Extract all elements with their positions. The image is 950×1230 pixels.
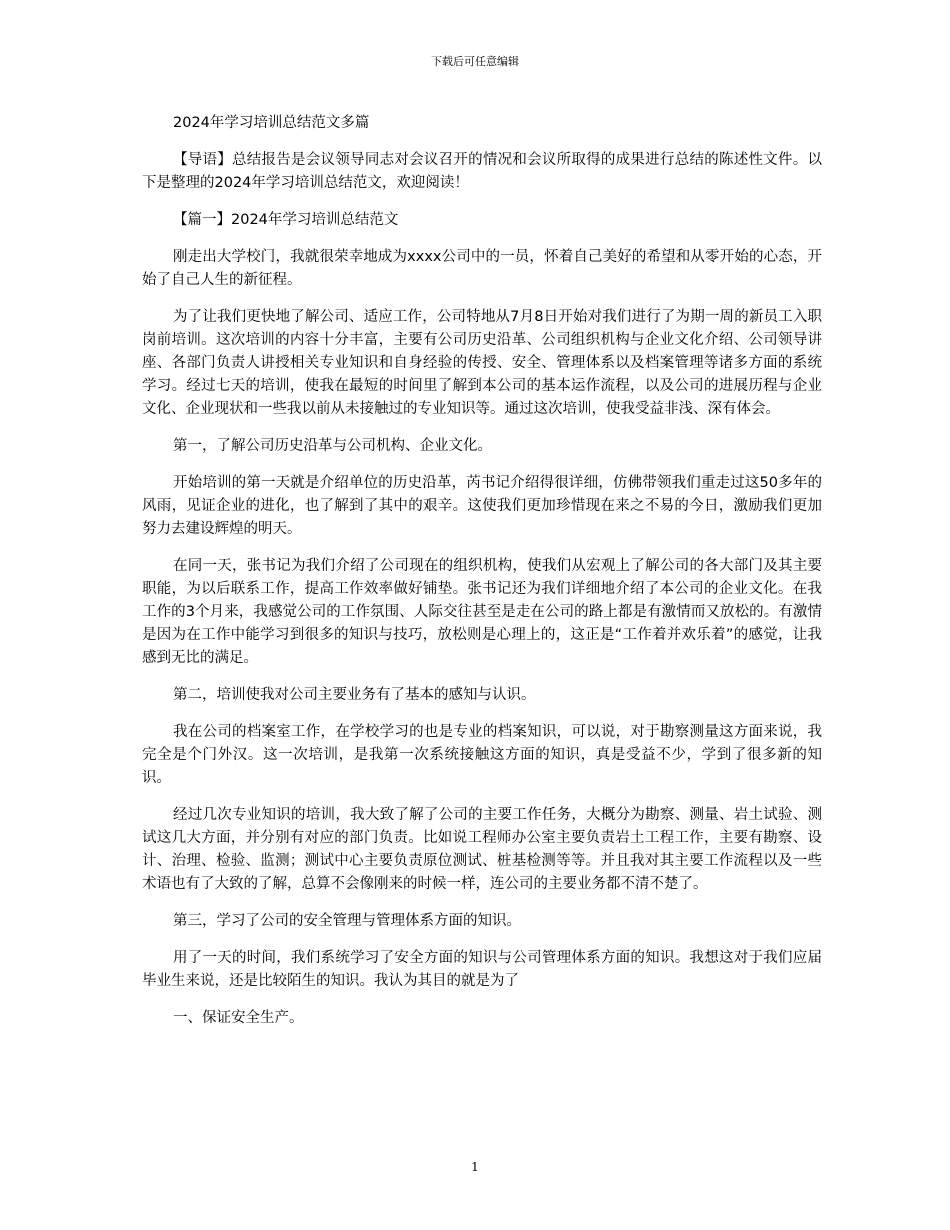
document-title: 2024年学习培训总结范文多篇 bbox=[173, 115, 370, 131]
section-heading: 【篇一】2024年学习培训总结范文 bbox=[173, 212, 399, 228]
document-body bbox=[142, 112, 822, 1044]
point-heading: 第二，培训使我对公司主要业务有了基本的感知与认识。 bbox=[173, 687, 536, 703]
point-heading: 第三，学习了公司的安全管理与管理体系方面的知识。 bbox=[173, 913, 521, 929]
body-paragraph: 刚走出大学校门，我就很荣幸地成为xxxx公司中的一员，怀着自己美好的希望和从零开始的心态，开始了自己人生的新征程。 bbox=[142, 249, 822, 288]
body-paragraph: 开始培训的第一天就是介绍单位的历史沿革，芮书记介绍得很详细，仿佛带领我们重走过这50多年的风雨，见证企业的进化，也了解到了其中的艰辛。这使我们更加珍惜现在来之不易的今日，激励我们更加努力去建设辉煌的明天。 bbox=[142, 475, 822, 537]
body-paragraph: 用了一天的时间，我们系统学习了安全方面的知识与公司管理体系方面的知识。我想这对于我们应届毕业生来说，还是比较陌生的知识。我认为其目的就是为了 bbox=[142, 950, 822, 989]
body-paragraph: 经过几次专业知识的培训，我大致了解了公司的主要工作任务，大概分为勘察、测量、岩土试验、测试这几大方面，并分别有对应的部门负责。比如说工程师办公室主要负责岩土工程工作，主要有勘察、设计、治理、检验、监测；测试中心主要负责原位测试、桩基检测等等。并且我对其主要工作流程以及一些术语也有了大致的了解，总算不会像刚来的时候一样，连公司的主要业务都不清不楚了。 bbox=[142, 807, 822, 892]
page-number: 1 bbox=[471, 1160, 479, 1174]
page-header: 下载后可任意编辑 bbox=[431, 55, 519, 68]
body-paragraph: 我在公司的档案室工作，在学校学习的也是专业的档案知识，可以说，对于勘察测量这方面来说，我完全是个门外汉。这一次培训，是我第一次系统接触这方面的知识，真是受益不少，学到了很多新的知识。 bbox=[142, 724, 822, 786]
body-paragraph: 为了让我们更快地了解公司、适应工作，公司特地从7月8日开始对我们进行了为期一周的新员工入职岗前培训。这次培训的内容十分丰富，主要有公司历史沿革、公司组织机构与企业文化介绍、公司领导讲座、各部门负责人讲授相关专业知识和自身经验的传授、安全、管理体系以及档案管理等诸多方面的系统学习。经过七天的培训，使我在最短的时间里了解到本公司的基本运作流程，以及公司的进展历程与企业文化、企业现状和一些我以前从未接触过的专业知识等。通过这次培训，使我受益非浅、深有体会。 bbox=[142, 309, 822, 417]
intro-paragraph: 【导语】总结报告是会议领导同志对会议召开的情况和会议所取得的成果进行总结的陈述性文件。以下是整理的2024年学习培训总结范文，欢迎阅读！ bbox=[142, 152, 822, 191]
point-heading: 第一，了解公司历史沿革与公司机构、企业文化。 bbox=[173, 438, 492, 454]
body-paragraph: 在同一天，张书记为我们介绍了公司现在的组织机构，使我们从宏观上了解公司的各大部门及其主要职能，为以后联系工作，提高工作效率做好铺垫。张书记还为我们详细地介绍了本公司的企业文化。在我工作的3个月来，我感觉公司的工作氛围、人际交往甚至是走在公司的路上都是有激情而又放松的。有激情是因为在工作中能学习到很多的知识与技巧，放松则是心理上的，这正是“工作着并欢乐着”的感觉，让我感到无比的满足。 bbox=[142, 558, 822, 666]
list-item: 一、保证安全生产。 bbox=[173, 1010, 304, 1026]
